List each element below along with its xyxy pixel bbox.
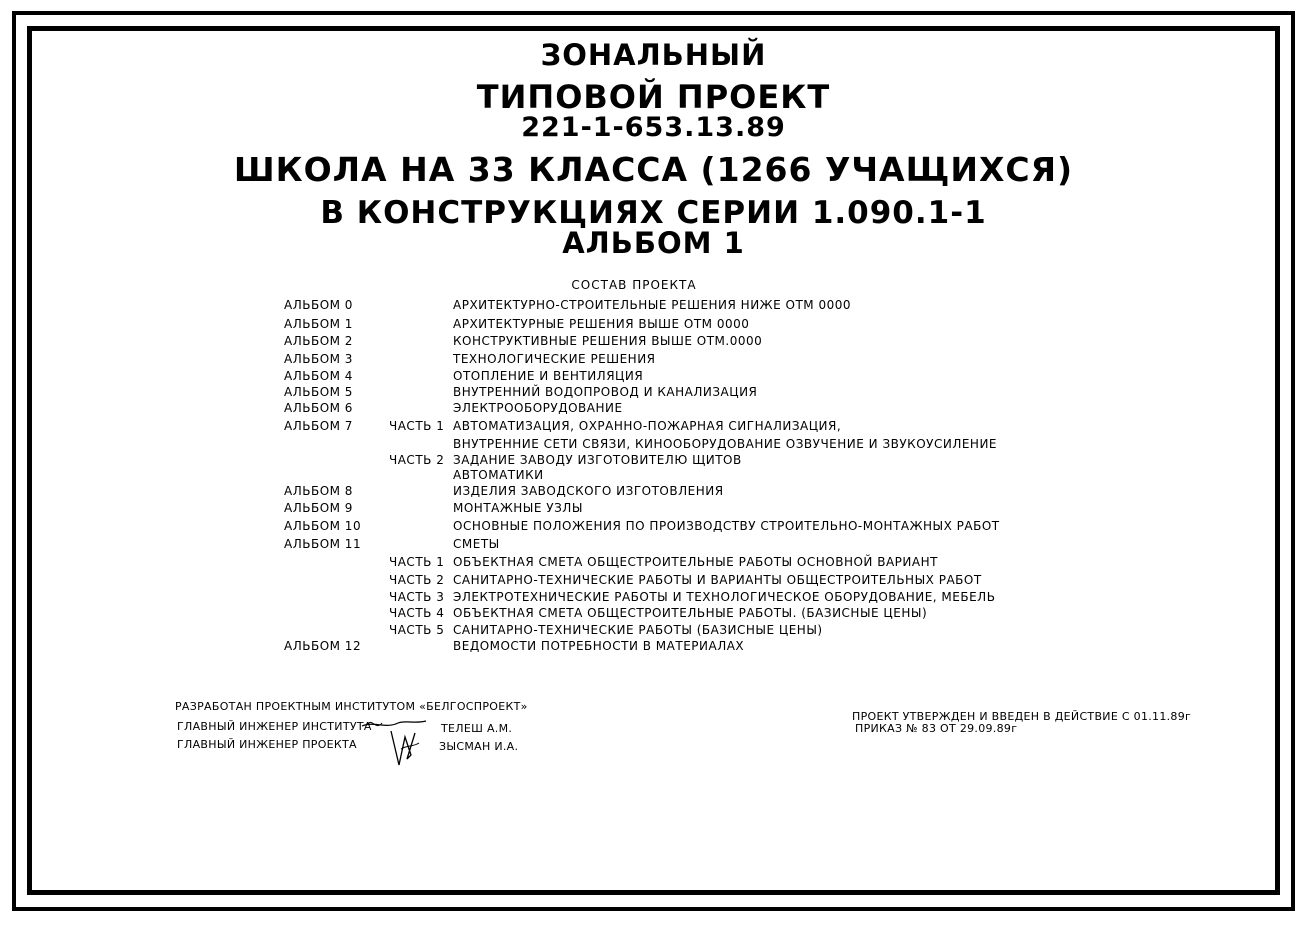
chief-engineer-institute-name: ТЕЛЕШ А.М. — [441, 722, 513, 735]
developer-line: РАЗРАБОТАН ПРОЕКТНЫМ ИНСТИТУТОМ «БЕЛГОСПРОЕКТ» — [175, 700, 528, 713]
album-description: АВТОМАТИКИ — [453, 468, 544, 482]
album-label: АЛЬБОМ 11 — [284, 537, 362, 551]
album-label: АЛЬБОМ 5 — [284, 385, 353, 399]
album-description: ОБЪЕКТНАЯ СМЕТА ОБЩЕСТРОИТЕЛЬНЫЕ РАБОТЫ. (БАЗИСНЫЕ ЦЕНЫ) — [453, 606, 928, 620]
album-label: АЛЬБОМ 3 — [284, 352, 353, 366]
composition-heading: СОСТАВ ПРОЕКТА — [571, 278, 697, 292]
album-description: ВЕДОМОСТИ ПОТРЕБНОСТИ В МАТЕРИАЛАХ — [453, 639, 745, 653]
album-description: ТЕХНОЛОГИЧЕСКИЕ РЕШЕНИЯ — [453, 352, 656, 366]
part-label: ЧАСТЬ 4 — [389, 606, 445, 620]
album-description: МОНТАЖНЫЕ УЗЛЫ — [453, 501, 583, 515]
album-description: ЭЛЕКТРОТЕХНИЧЕСКИЕ РАБОТЫ И ТЕХНОЛОГИЧЕСКОЕ ОБОРУДОВАНИЕ, МЕБЕЛЬ — [453, 590, 996, 604]
part-label: ЧАСТЬ 1 — [389, 419, 445, 433]
album-description: АРХИТЕКТУРНЫЕ РЕШЕНИЯ ВЫШЕ ОТМ 0000 — [453, 317, 750, 331]
chief-engineer-project-label: ГЛАВНЫЙ ИНЖЕНЕР ПРОЕКТА — [177, 738, 357, 751]
album-description: КОНСТРУКТИВНЫЕ РЕШЕНИЯ ВЫШЕ ОТМ.0000 — [453, 334, 763, 348]
album-description: ЗАДАНИЕ ЗАВОДУ ИЗГОТОВИТЕЛЮ ЩИТОВ — [453, 453, 742, 467]
title-line-1: ЗОНАЛЬНЫЙ — [540, 38, 767, 72]
album-description: САНИТАРНО-ТЕХНИЧЕСКИЕ РАБОТЫ И ВАРИАНТЫ ОБЩЕСТРОИТЕЛЬНЫХ РАБОТ — [453, 573, 982, 587]
title-line-4: ШКОЛА НА 33 КЛАССА (1266 УЧАЩИХСЯ) — [233, 150, 1074, 189]
part-label: ЧАСТЬ 1 — [389, 555, 445, 569]
album-description: ИЗДЕЛИЯ ЗАВОДСКОГО ИЗГОТОВЛЕНИЯ — [453, 484, 724, 498]
album-label: АЛЬБОМ 10 — [284, 519, 362, 533]
album-description: ОБЪЕКТНАЯ СМЕТА ОБЩЕСТРОИТЕЛЬНЫЕ РАБОТЫ ОСНОВНОЙ ВАРИАНТ — [453, 555, 938, 569]
album-description: ВНУТРЕННИЙ ВОДОПРОВОД И КАНАЛИЗАЦИЯ — [453, 385, 758, 399]
order-line: ПРИКАЗ № 83 ОТ 29.09.89г — [855, 722, 1018, 735]
approval-line: ПРОЕКТ УТВЕРЖДЕН И ВВЕДЕН В ДЕЙСТВИЕ С 01.11.89г — [852, 710, 1192, 723]
chief-engineer-institute-label: ГЛАВНЫЙ ИНЖЕНЕР ИНСТИТУТА — [177, 720, 372, 733]
album-label: АЛЬБОМ 1 — [284, 317, 353, 331]
album-title: АЛЬБОМ 1 — [562, 226, 745, 260]
album-description: ОТОПЛЕНИЕ И ВЕНТИЛЯЦИЯ — [453, 369, 644, 383]
album-label: АЛЬБОМ 9 — [284, 501, 353, 515]
part-label: ЧАСТЬ 2 — [389, 453, 445, 467]
project-number: 221-1-653.13.89 — [521, 112, 786, 143]
album-description: СМЕТЫ — [453, 537, 500, 551]
part-label: ЧАСТЬ 3 — [389, 590, 445, 604]
album-label: АЛЬБОМ 4 — [284, 369, 353, 383]
album-label: АЛЬБОМ 0 — [284, 298, 353, 312]
album-description: САНИТАРНО-ТЕХНИЧЕСКИЕ РАБОТЫ (БАЗИСНЫЕ ЦЕНЫ) — [453, 623, 823, 637]
album-label: АЛЬБОМ 2 — [284, 334, 353, 348]
album-description: ОСНОВНЫЕ ПОЛОЖЕНИЯ ПО ПРОИЗВОДСТВУ СТРОИТЕЛЬНО-МОНТАЖНЫХ РАБОТ — [453, 519, 1000, 533]
album-description: ВНУТРЕННИЕ СЕТИ СВЯЗИ, КИНООБОРУДОВАНИЕ ОЗВУЧЕНИЕ И ЗВУКОУСИЛЕНИЕ — [453, 437, 997, 451]
album-label: АЛЬБОМ 6 — [284, 401, 353, 415]
chief-engineer-project-name: ЗЫСМАН И.А. — [439, 740, 519, 753]
title-line-5: В КОНСТРУКЦИЯХ СЕРИИ 1.090.1-1 — [320, 195, 987, 231]
album-description: ЭЛЕКТРООБОРУДОВАНИЕ — [453, 401, 623, 415]
album-description: АРХИТЕКТУРНО-СТРОИТЕЛЬНЫЕ РЕШЕНИЯ НИЖЕ ОТМ 0000 — [453, 298, 851, 312]
album-description: АВТОМАТИЗАЦИЯ, ОХРАННО-ПОЖАРНАЯ СИГНАЛИЗАЦИЯ, — [453, 419, 842, 433]
signature-project — [385, 725, 425, 770]
album-label: АЛЬБОМ 7 — [284, 419, 353, 433]
album-label: АЛЬБОМ 8 — [284, 484, 353, 498]
part-label: ЧАСТЬ 2 — [389, 573, 445, 587]
title-line-2: ТИПОВОЙ ПРОЕКТ — [476, 78, 831, 116]
album-label: АЛЬБОМ 12 — [284, 639, 362, 653]
part-label: ЧАСТЬ 5 — [389, 623, 445, 637]
